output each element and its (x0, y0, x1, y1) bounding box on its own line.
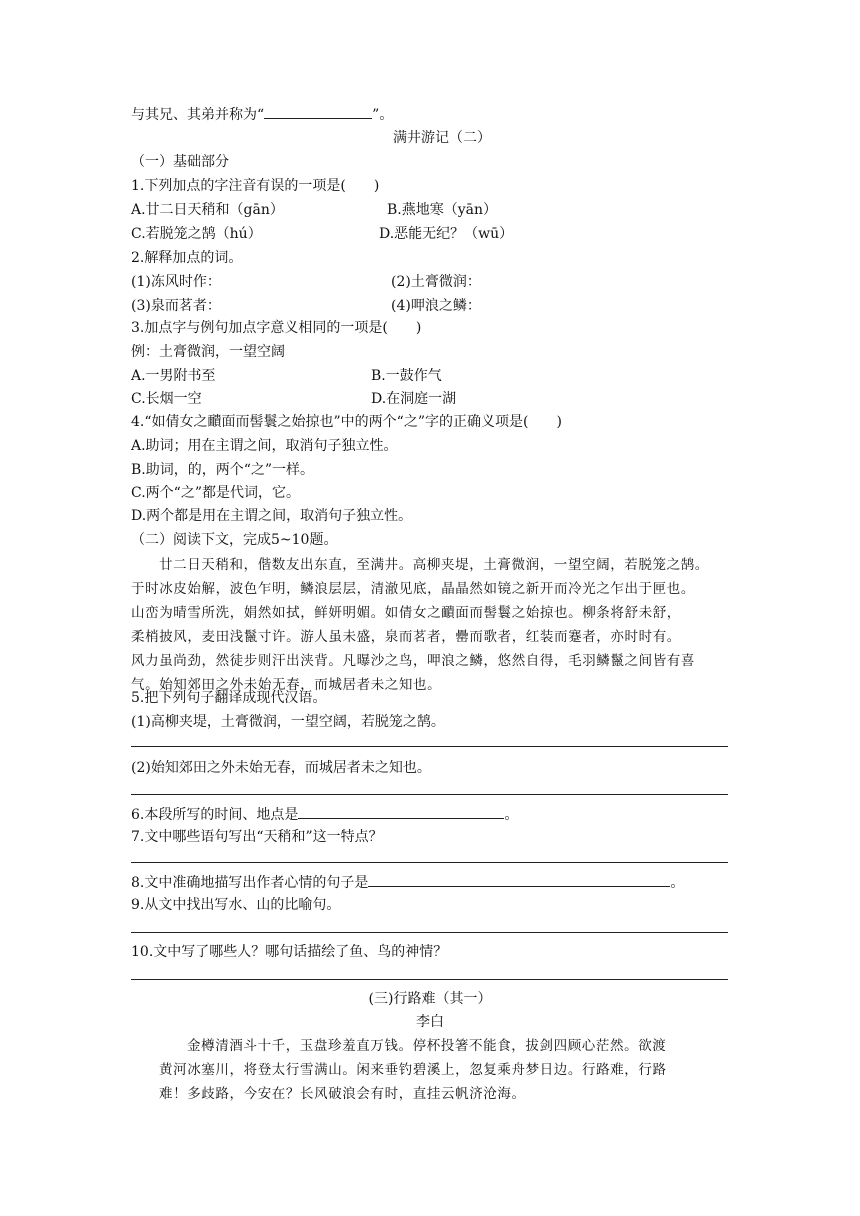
q10-stem: 10.文中写了哪些人？哪句话描绘了鱼、鸟的神情？ (131, 944, 448, 960)
q3-option-d[interactable]: D.在洞庭一湖 (371, 391, 457, 407)
q6-before: 6.本段所写的时间、地点是 (131, 807, 299, 823)
q3-example: 例：土膏微润，一望空阔 (131, 344, 285, 360)
answer-line-q5-1[interactable] (131, 746, 728, 747)
passage-line-5: 风力虽尚劲，然徒步则汗出浃背。凡曝沙之鸟，呷浪之鳞，悠然自得，毛羽鳞鬣之间皆有喜 (131, 653, 695, 669)
q4-option-b[interactable]: B.助词，的，两个“之”一样。 (131, 462, 315, 478)
poem-author: 李白 (416, 1014, 444, 1030)
q9-stem: 9.从文中找出写水、山的比喻句。 (131, 897, 341, 913)
q5-sentence-1: (1)高柳夹堤，土膏微润，一望空阔，若脱笼之鹄。 (131, 714, 445, 730)
q8-after: 。 (670, 875, 685, 891)
q2-item-4: (4)呷浪之鳞： (391, 298, 481, 314)
q1-option-a[interactable]: A.廿二日天稍和（gān） (131, 202, 284, 218)
passage-line-1: 廿二日天稍和，偕数友出东直，至满井。高柳夹堤，土膏微润，一望空阔，若脱笼之鹄。 (159, 557, 709, 573)
q3-option-c[interactable]: C.长烟一空 (131, 391, 202, 407)
q1-option-c[interactable]: C.若脱笼之鹄（hú） (131, 226, 262, 242)
passage-line-3: 山峦为晴雪所洗，娟然如拭，鲜妍明媚。如倩女之靧面而髻鬟之始掠也。柳条将舒未舒， (131, 605, 681, 621)
q3-option-a[interactable]: A.一男附书至 (131, 368, 216, 384)
q4-option-a[interactable]: A.助词；用在主谓之间，取消句子独立性。 (131, 438, 398, 454)
q3-option-b[interactable]: B.一鼓作气 (371, 368, 442, 384)
q5-stem: 5.把下列句子翻译成现代汉语。 (131, 690, 327, 706)
q8-line (131, 872, 684, 893)
q2-item-3: (3)泉而茗者： (131, 298, 221, 314)
answer-blank[interactable] (264, 104, 372, 119)
q7-stem: 7.文中哪些语句写出“天稍和”这一特点？ (131, 829, 383, 845)
intro-after: ”。 (372, 107, 394, 123)
q8-before: 8.文中准确地描写出作者心情的句子是 (131, 875, 369, 891)
answer-line-q5-2[interactable] (131, 794, 728, 795)
q1-stem: 1.下列加点的字注音有误的一项是( ) (131, 178, 380, 194)
answer-blank-q6[interactable] (298, 804, 504, 819)
title-xinglunan: (三)行路难（其一） (368, 991, 492, 1007)
answer-line-q7[interactable] (131, 862, 728, 863)
title-manjing: 满井游记（二） (393, 130, 491, 146)
intro-line (131, 104, 393, 125)
q1-option-b[interactable]: B.燕地寒（yān） (387, 202, 498, 218)
answer-line-q10[interactable] (131, 979, 728, 980)
q2-item-1: (1)冻风时作： (131, 274, 221, 290)
q6-line (131, 804, 518, 825)
poem-line-3: 难！多歧路，今安在？长风破浪会有时，直挂云帆济沧海。 (159, 1086, 526, 1102)
q2-stem: 2.解释加点的词。 (131, 250, 243, 266)
q4-stem: 4.“如倩女之靧面而髻鬟之始掠也”中的两个“之”字的正确义项是( ) (131, 414, 562, 430)
passage-line-4: 柔梢披风，麦田浅鬣寸许。游人虽未盛，泉而茗者，罍而歌者，红装而蹇者，亦时时有。 (131, 629, 681, 645)
passage-line-6: 气。始知郊田之外未始无春，而城居者未之知也。 (131, 677, 442, 693)
poem-line-2: 黄河冰塞川，将登太行雪满山。闲来垂钓碧溪上，忽复乘舟梦日边。行路难，行路 (159, 1062, 667, 1078)
q1-option-d[interactable]: D.恶能无纪？（wū） (379, 226, 514, 242)
intro-before: 与其兄、其弟并称为“ (131, 107, 265, 123)
q5-sentence-2: (2)始知郊田之外未始无春，而城居者未之知也。 (131, 760, 431, 776)
passage-line-2: 于时冰皮始解，波色乍明，鳞浪层层，清澈见底，晶晶然如镜之新开而冷光之乍出于匣也。 (131, 581, 695, 597)
q3-stem: 3.加点字与例句加点字意义相同的一项是( ) (131, 320, 422, 336)
section-reading: （二）阅读下文，完成5~10题。 (131, 532, 338, 548)
q6-after: 。 (504, 807, 519, 823)
answer-line-q9[interactable] (131, 932, 728, 933)
q4-option-c[interactable]: C.两个“之”都是代词，它。 (131, 485, 300, 501)
poem-line-1: 金樽清酒斗十千，玉盘珍羞直万钱。停杯投箸不能食，拔剑四顾心茫然。欲渡 (187, 1038, 667, 1054)
q2-item-2: (2)土膏微润： (391, 274, 481, 290)
q4-option-d[interactable]: D.两个都是用在主谓之间，取消句子独立性。 (131, 508, 413, 524)
answer-blank-q8[interactable] (368, 872, 670, 887)
section-basic: （一）基础部分 (131, 154, 229, 170)
